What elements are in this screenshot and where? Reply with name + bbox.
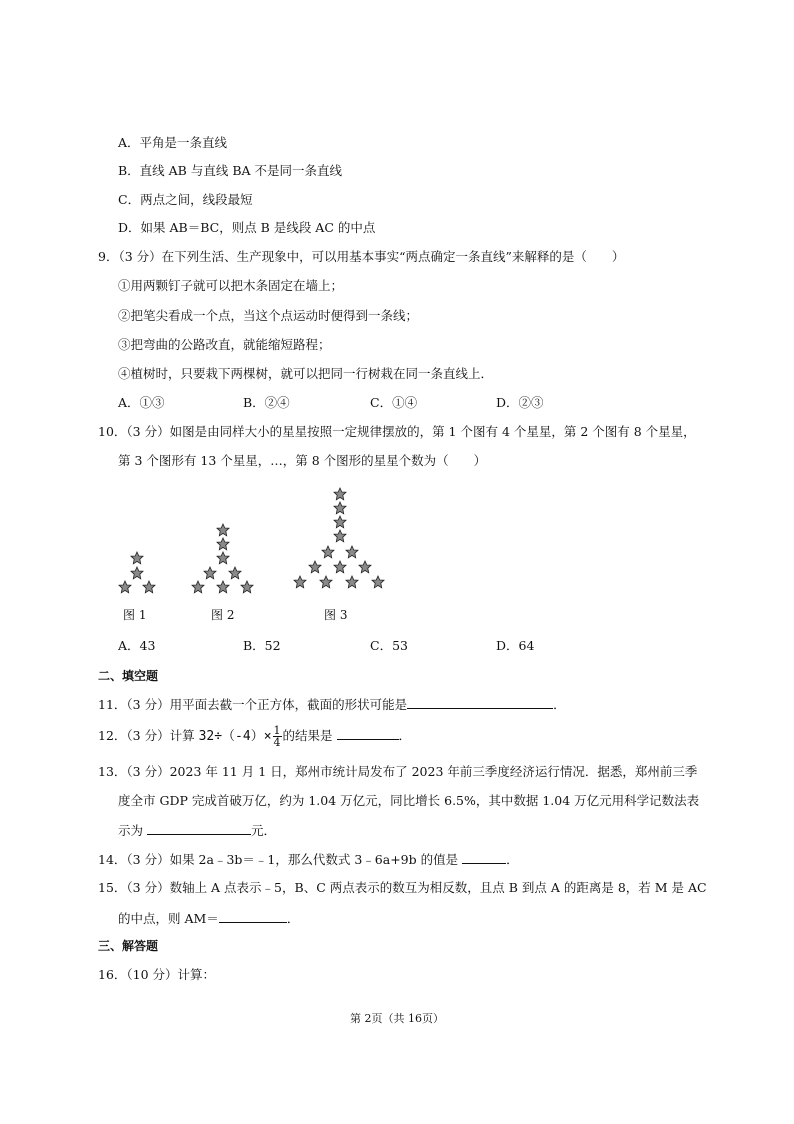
star xyxy=(334,561,346,573)
figure-1-label: 图 1 xyxy=(123,608,147,622)
q9-item-4: ④植树时，只要栽下两棵树，就可以把同一行树栽在同一条直线上． xyxy=(118,366,494,381)
q10-option-c: C．53 xyxy=(370,638,408,653)
q9-option-c: C．①④ xyxy=(370,395,418,410)
q14-text: 14．（3 分）如果 2a﹣3b＝﹣1，那么代数式 3﹣6a+9b 的值是 xyxy=(98,852,459,867)
star xyxy=(334,516,346,528)
q10-option-a: A．43 xyxy=(118,638,156,653)
q9-option-a: A．①③ xyxy=(118,395,165,410)
q10-option-b: B．52 xyxy=(243,638,281,653)
figure-3-label: 图 3 xyxy=(324,608,348,622)
figure-1-stars xyxy=(119,552,155,593)
q11 xyxy=(98,696,566,713)
star xyxy=(131,567,143,579)
star xyxy=(241,581,253,593)
q9-item-1: ①用两颗钉子就可以把木条固定在墙上； xyxy=(118,278,344,293)
star xyxy=(359,561,371,573)
q9-option-d: D．②③ xyxy=(496,395,544,410)
q14-tail: ． xyxy=(506,852,519,867)
q13-line3-prefix: 示为 xyxy=(118,823,144,838)
q15-line2 xyxy=(118,910,299,927)
star xyxy=(204,567,216,579)
q15-tail: ． xyxy=(286,911,300,926)
section-3-heading: 三、解答题 xyxy=(98,939,159,953)
q12-suffix: 的结果是 xyxy=(282,728,333,743)
q12-prefix: 12．（3 分）计算 xyxy=(98,728,195,743)
q13-line2: 度全市 GDP 完成首破万亿，约为 1.04 万亿元，同比增长 6.5%，其中数据 1.04 万亿元用科学记数法表 xyxy=(118,793,700,808)
star xyxy=(346,546,358,558)
q13-line3 xyxy=(118,822,276,839)
star xyxy=(131,552,143,564)
star xyxy=(346,576,358,588)
star xyxy=(192,581,204,593)
q14 xyxy=(98,851,519,868)
q12 xyxy=(98,724,411,749)
star xyxy=(217,524,229,536)
page-footer: 第 2页（共 16页） xyxy=(350,1012,444,1025)
star xyxy=(143,581,155,593)
star xyxy=(334,488,346,500)
q12-fraction-numerator: 1 xyxy=(273,724,281,737)
q13-line3-suffix: 元． xyxy=(251,823,277,838)
star xyxy=(294,576,306,588)
q9-stem: 9．（3 分）在下列生活、生产现象中，可以用基本事实“两点确定一条直线”来解释的是（ ） xyxy=(98,249,625,264)
star xyxy=(334,502,346,514)
q9-option-b: B．②④ xyxy=(243,395,290,410)
q12-answer-blank[interactable] xyxy=(337,727,399,740)
q14-answer-blank[interactable] xyxy=(462,851,506,864)
q10-stem-line2: 第 3 个图形有 13 个星星，…，第 8 个图形的星星个数为（ ） xyxy=(118,453,487,468)
q15-answer-blank[interactable] xyxy=(219,910,287,923)
star xyxy=(229,567,241,579)
q15-line2-prefix: 的中点，则 AM＝ xyxy=(118,911,219,926)
q16-stem: 16．（10 分）计算： xyxy=(98,967,216,982)
q11-text: 11．（3 分）用平面去截一个正方体，截面的形状可能是 xyxy=(98,697,408,712)
q8-option-d: D．如果 AB＝BC，则点 B 是线段 AC 的中点 xyxy=(118,220,376,235)
q9-item-2: ②把笔尖看成一个点，当这个点运动时便得到一条线； xyxy=(118,308,419,323)
q11-answer-blank[interactable] xyxy=(407,696,553,709)
q13-line1: 13．（3 分）2023 年 11 月 1 日，郑州市统计局发布了 2023 年前三季度经济运行情况．据悉，郑州前三季 xyxy=(98,764,698,779)
star xyxy=(372,576,384,588)
star xyxy=(217,581,229,593)
star xyxy=(309,561,321,573)
q15-line1: 15．（3 分）数轴上 A 点表示﹣5，B、C 两点表示的数互为相反数，且点 B 到点 A 的距离是 8，若 M 是 AC xyxy=(98,880,707,895)
star xyxy=(322,546,334,558)
q10-stem-line1: 10．（3 分）如图是由同样大小的星星按照一定规律摆放的，第 1 个图有 4 个星星，第 2 个图有 8 个星星， xyxy=(98,424,696,439)
q12-fraction xyxy=(273,725,282,748)
star xyxy=(320,576,332,588)
star xyxy=(119,581,131,593)
figure-2-label: 图 2 xyxy=(211,608,235,622)
q13-answer-blank[interactable] xyxy=(147,822,251,835)
q12-fraction-denominator: 4 xyxy=(273,736,281,749)
q12-tail: ． xyxy=(398,728,412,743)
q12-expression: 32÷（-4）× xyxy=(198,729,272,744)
q10-option-d: D．64 xyxy=(496,638,535,653)
star xyxy=(217,552,229,564)
star xyxy=(334,530,346,542)
q8-option-c: C．两点之间，线段最短 xyxy=(118,192,253,207)
section-2-heading: 二、填空题 xyxy=(98,669,159,683)
figure-3-stars xyxy=(294,488,384,588)
star xyxy=(217,538,229,550)
q8-option-a: A．平角是一条直线 xyxy=(118,135,228,150)
q9-item-3: ③把弯曲的公路改直，就能缩短路程； xyxy=(118,337,331,352)
figure-2-stars xyxy=(192,524,253,593)
q11-tail: ． xyxy=(553,697,566,712)
q8-option-b: B．直线 AB 与直线 BA 不是同一条直线 xyxy=(118,163,343,178)
